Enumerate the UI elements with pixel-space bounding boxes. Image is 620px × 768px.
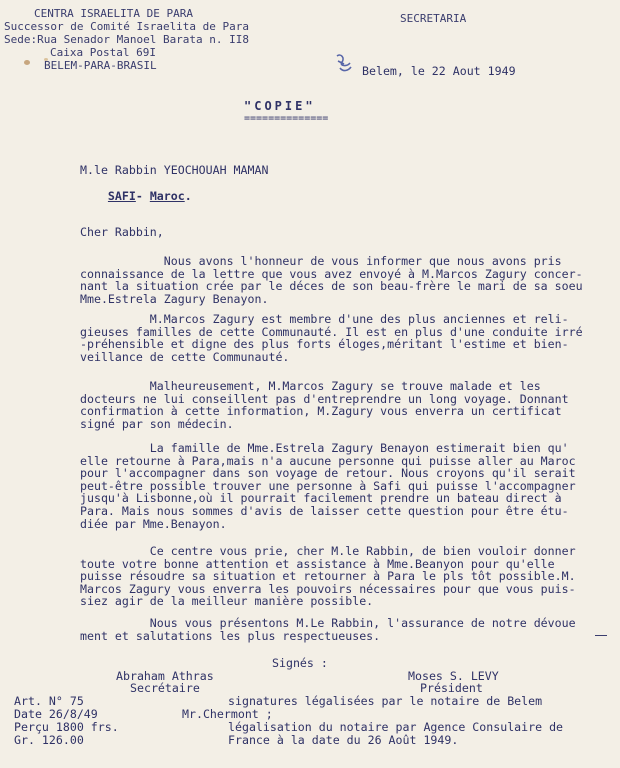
paragraph-3: Malheureusement, M.Marcos Zagury se trouve malade et les docteurs ne lui conseillent pas d'entreprendre un long voyage. Donnant confirmation à cette information, M.Zagury vous enverra un certificat signé par son médecin. (80, 379, 569, 431)
paragraph-6: Nous vous présentons M.Le Rabbin, l'assurance de notre dévoue ment et salutations les plus respectueuses. (80, 616, 576, 643)
registry-gr: Gr. 126.00 (14, 733, 84, 747)
signed-label: Signés : (272, 656, 328, 670)
recipient-name: M.le Rabbin YEOCHOUAH MAMAN (80, 163, 269, 177)
letterhead-line-4: Caixa Postal 69I (50, 46, 156, 59)
recipient-place (80, 177, 192, 215)
legalization-line-4: France à la date du 26 Août 1949. (228, 733, 459, 747)
letterhead-line-2: Successor de Comité Israelita de Para (4, 20, 250, 33)
secretariat-label: SECRETARIA (400, 12, 467, 25)
paragraph-2: M.Marcos Zagury est membre d'une des plus anciennes et reli- gieuses familles de cette Communauté. Il est en plus d'une conduite irré -préhensible et digne des plus forts éloges,méritant l'estime et bien- veillance de cette Communauté. (80, 312, 583, 364)
paragraph-4: La famille de Mme.Estrela Zagury Benayon estimerait bien qu' elle retourne à Para,mais n'a aucune personne qui puisse aller au Maroc pour l'accompagner dans son voyage de retour. Nous croyons qu'il serait peut-être possible trouver une personne à Safi qui puisse l'accompagner jusqu'à Lisbonne,où il pourrait facilement prendre un bateau direct à Para. Mais nous sommes d'avis de laisser cette question pour être étu- diée par Mme.Benayon. (80, 441, 576, 531)
salutation: Cher Rabbin, (80, 225, 164, 239)
paragraph-5: Ce centre vous prie, cher M.le Rabbin, de bien vouloir donner toute votre bonne attention et assistance à Mme.Beanyon pour qu'elle puisse résoudre sa situation et retourner à Para le pls tôt possible.M. Marcos Zagury vous enverra les pouvoirs nécessaires pour que vous puis- siez agir de la meilleur manière possible. (80, 544, 576, 609)
date-line: Belem, le 22 Aout 1949 (362, 64, 516, 78)
letterhead-line-1: CENTRA ISRAELITA DE PARA (34, 7, 193, 20)
signatory-left-title: Secrétaire (130, 681, 200, 695)
recipient-country: Maroc (149, 188, 185, 203)
letterhead-line-3: Sede:Rua Senador Manoel Barata n. II8 (4, 33, 250, 46)
signatory-right-name: Moses S. LEVY (408, 669, 499, 683)
legalization-line-3: légalisation du notaire par Agence Consulaire de (228, 720, 564, 734)
recipient-city: SAFI (107, 188, 136, 203)
margin-tick (595, 635, 607, 636)
letterhead-line-5: BELEM-PARA-BRASIL (44, 59, 157, 72)
signatory-left-name: Abraham Athras (116, 669, 214, 683)
recipient-separator: - (135, 188, 150, 203)
stamp-flourish-icon (335, 52, 353, 74)
recipient-end: . (184, 188, 192, 203)
registry-art: Art. N° 75 (14, 694, 84, 708)
copy-title: "COPIE" (244, 99, 316, 113)
legalization-line-1: signatures légalisées par le notaire de Belem (228, 694, 543, 708)
paragraph-1: Nous avons l'honneur de vous informer que nous avons pris connaissance de la lettre que vous avez envoyé à M.Marcos Zagury concer- nant la situation crée par le déces de son beau-frère le mari de sa soeu Mme.Estrela Zagury Benayon. (80, 254, 583, 306)
registry-date: Date 26/8/49 (14, 707, 98, 721)
legalization-line-2: Mr.Chermont ; (182, 707, 273, 721)
ink-stain (24, 60, 30, 65)
copy-rule: ============== (244, 113, 329, 124)
signatory-right-title: Président (420, 681, 483, 695)
registry-percu: Perçu 1800 frs. (14, 720, 119, 734)
